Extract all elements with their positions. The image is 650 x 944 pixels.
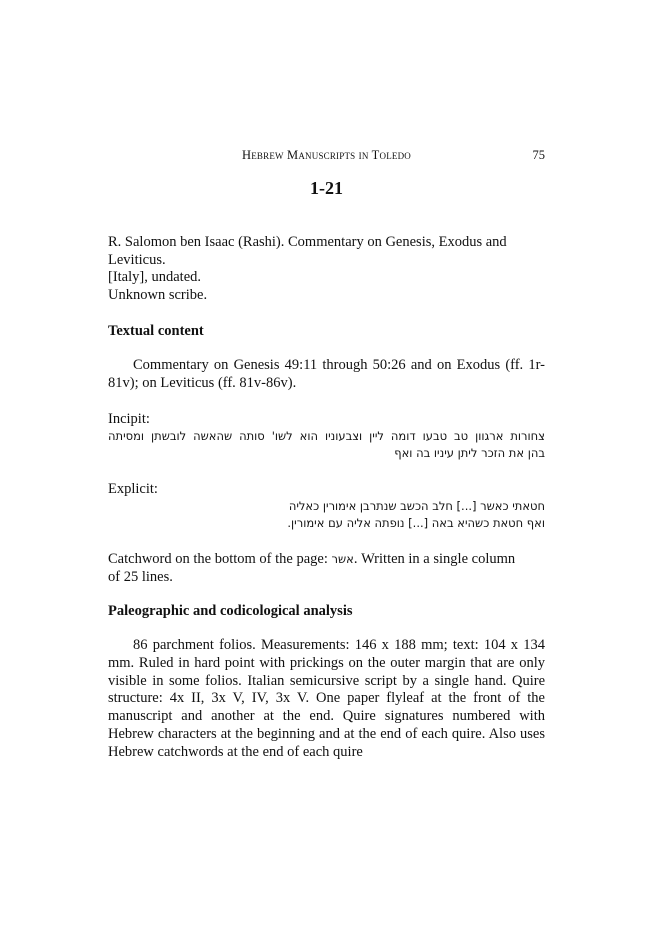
shelfmark-heading: 1-21 <box>310 178 343 198</box>
scribe-line: Unknown scribe. <box>108 286 208 303</box>
textual-content-heading: Textual content <box>108 323 204 339</box>
running-head <box>108 148 545 163</box>
catchword-prefix: Catchword on the bottom of the page: <box>108 551 332 567</box>
running-title: Hebrew Manuscripts in Toledo <box>241 148 412 162</box>
paleographic-heading: Paleographic and codicological analysis <box>108 603 353 619</box>
explicit-label: Explicit: <box>108 481 158 497</box>
catchword-line <box>108 551 545 569</box>
description-line: Leviticus. <box>108 251 166 268</box>
textual-content-body: Commentary on Genesis 49:11 through 50:26 and on Exodus (ff. 1r-81v); on Leviticus (ff. 81v-86v). <box>108 357 545 391</box>
catchword-line: of 25 lines. <box>108 568 173 585</box>
incipit-label: Incipit: <box>108 411 150 427</box>
date-place-line: [Italy], undated. <box>108 269 202 285</box>
paleographic-body: 86 parchment folios. Measurements: 146 x 188 mm; text: 104 x 134 mm. Ruled in hard point with prickings on the outer margin that are only visible in some folios. Italian semicursive script by a single hand. Quire structure: 4x II, 3x V, IV, 3x V. One paper flyleaf at the front of the manuscript and another at the end. Quire signatures numbered with Hebrew characters at the beginning and at the end of each quire. Also uses Hebrew catchwords at the end of each quire <box>108 637 545 760</box>
catchword-hebrew: אשר <box>331 552 354 566</box>
explicit-hebrew-line: חטאתי כאשר [...] חלב הכשב שנתרבן אימורין כאליה <box>288 499 545 513</box>
incipit-hebrew-line: בהן את הזכר ליתן עיניו בה ואף <box>394 446 545 460</box>
explicit-hebrew-line: ואף חטאת כשהיא באה [...] נופתה אליה עם אימורין. <box>287 516 545 530</box>
manuscript-description <box>108 234 545 304</box>
catchword-paragraph <box>108 551 545 586</box>
catchword-suffix: . Written in a single column <box>353 551 516 567</box>
description-line: R. Salomon ben Isaac (Rashi). Commentary on Genesis, Exodus and <box>108 234 507 250</box>
incipit-hebrew-line: צחורות ארגוון טב טבעו דומה ליין וצבעוניו הוא לשו' סותה שהאשה לובשתן ומסיתה <box>108 429 545 443</box>
page-number: 75 <box>532 148 545 162</box>
